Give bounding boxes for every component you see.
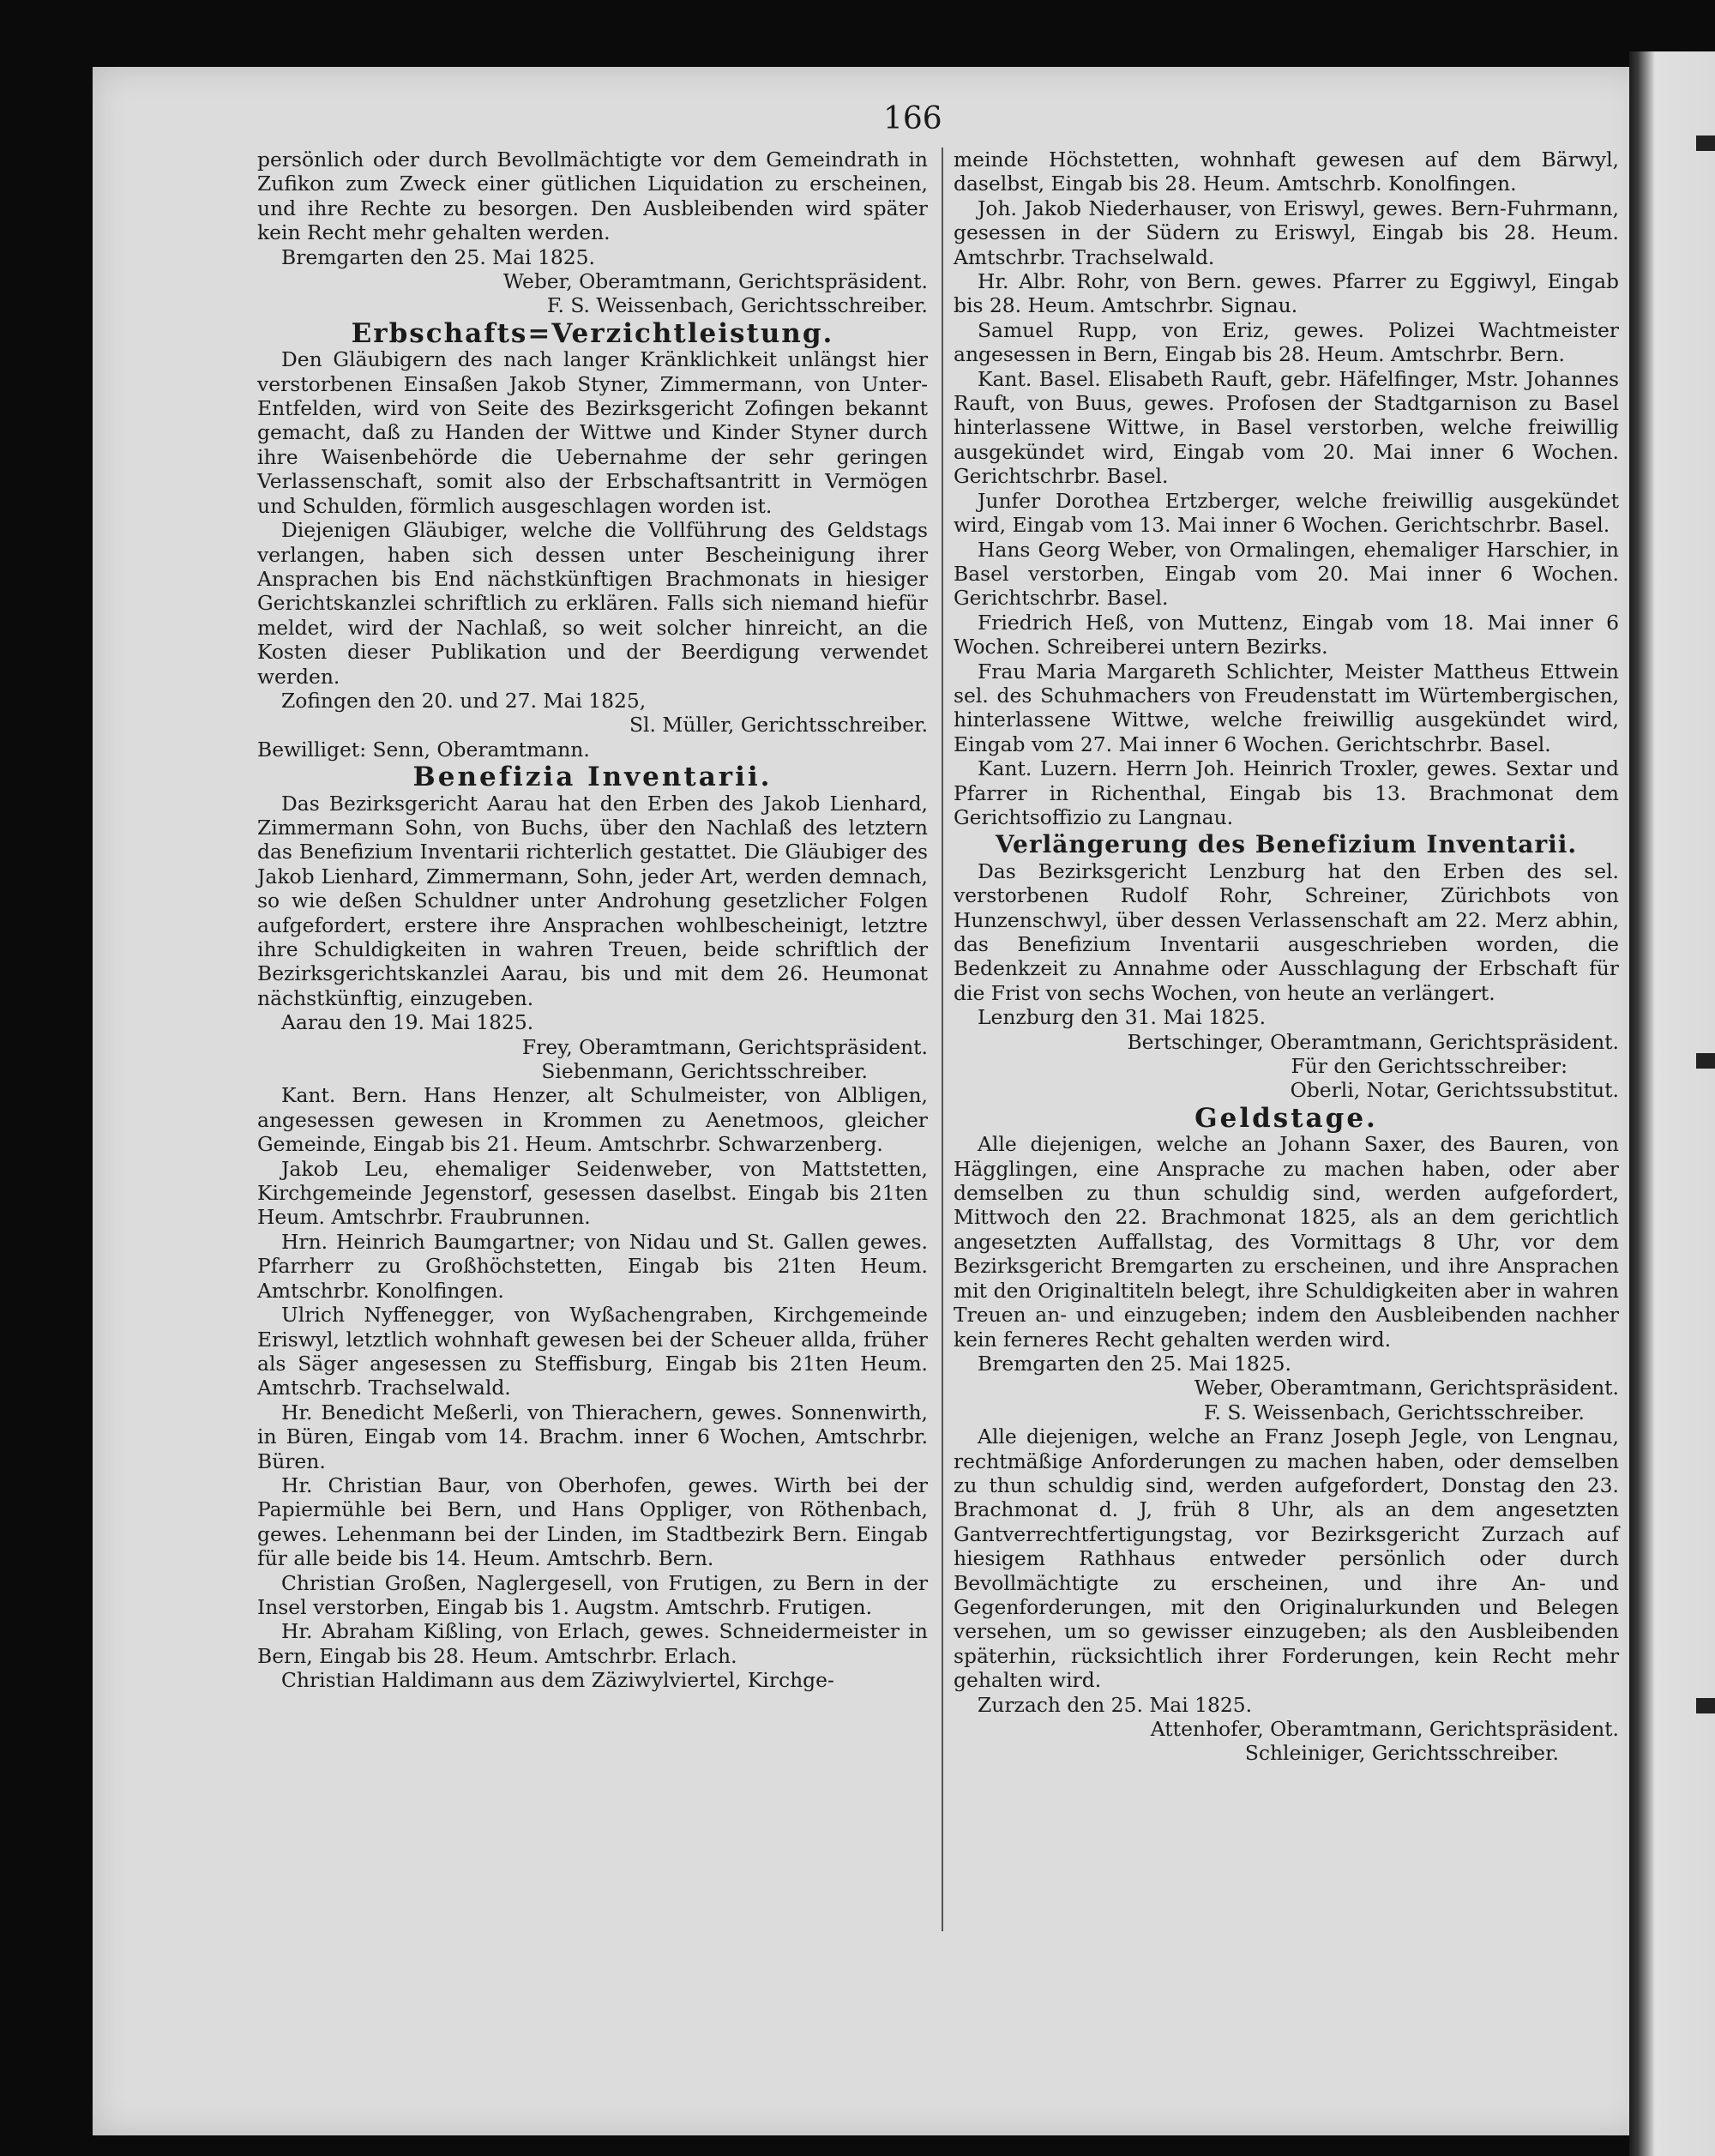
adjacent-page-mark xyxy=(1696,1698,1715,1713)
section-heading: Verlängerung des Benefizium Inventarii. xyxy=(995,830,1578,859)
right-column xyxy=(954,148,1619,1766)
notice-entry: Frau Maria Margareth Schlichter, Meister Mattheus Ettwein sel. des Schuhmachers von Freudenstatt im Würtembergischen, hinterlassene Wittwe, welche freiwillig ausgekündet wird, Eingab vom 27. Mai inner 6 Wochen. Gerichtschrbr. Basel. xyxy=(954,659,1619,756)
signature: Für den Gerichtsschreiber: xyxy=(1291,1054,1568,1079)
signature: Bertschinger, Oberamtmann, Gerichtspräsident. xyxy=(1127,1029,1619,1054)
notice-entry: Friedrich Heß, von Muttenz, Eingab vom 18. Mai inner 6 Wochen. Schreiberei untern Bezirks. xyxy=(954,610,1619,659)
paragraph: Alle diejenigen, welche an Franz Joseph Jegle, von Lengnau, rechtmäßige Anforderungen zu machen haben, oder demselben zu thun schuldig sind, werden aufgefordert, Donstag den 23. Brachmonat d. J, früh 8 Uhr, als an dem angesetzten Gantverrechtfertigungstag, vor Bezirksgericht Zurzach auf hiesigem Rathhaus entweder persönlich oder durch Bevollmächtigte zu erscheinen, und ihre An- und Gegenforderungen, mit den Originalurkunden und Belegen versehen, um so gewisser einzugeben; als den Ausbleibenden späterhin, rücksichtlich ihrer Forderungen, kein Recht mehr gehalten wird. xyxy=(954,1424,1619,1693)
section-heading: Erbschafts=Verzichtleistung. xyxy=(351,317,834,349)
page-number: 166 xyxy=(883,101,942,136)
dateline: Bremgarten den 25. Mai 1825. xyxy=(978,1351,1291,1376)
notice-entry: Hr. Christian Baur, von Oberhofen, gewes. Wirth bei der Papiermühle bei Bern, und Hans Oppliger, von Röthenbach, gewes. Lehenmann bei der Linden, im Stadtbezirk Bern. Eingab für alle beide bis 14. Heum. Amtschrb. Bern. xyxy=(257,1472,928,1571)
notice-entry: Hr. Abraham Kißling, von Erlach, gewes. Schneidermeister in Bern, Eingab bis 28. Heum. Amtschrbr. Erlach. xyxy=(257,1619,928,1668)
notice-entry: Hrn. Heinrich Baumgartner; von Nidau und St. Gallen gewes. Pfarrherr zu Großhöchstetten, Eingab bis 21ten Heum. Amtschrbr. Konolfingen. xyxy=(257,1229,928,1303)
signature: Sl. Müller, Gerichtsschreiber. xyxy=(629,713,928,738)
notice-entry: Kant. Luzern. Herrn Joh. Heinrich Troxler, gewes. Sextar und Pfarrer in Richenthal, Eingab bis 13. Brachmonat dem Gerichtsoffizio zu Langnau. xyxy=(954,756,1619,829)
signature: Oberli, Notar, Gerichtssubstitut. xyxy=(1290,1078,1619,1103)
notice-entry: Kant. Basel. Elisabeth Rauft, gebr. Häfelfinger, Mstr. Johannes Rauft, von Buus, gewes. Profosen der Stadtgarnison zu Basel hinterlassene Wittwe, in Basel verstorben, welche freiwillig ausgekündet wird, Eingab vom 20. Mai inner 6 Wochen. Gerichtschrbr. Basel. xyxy=(954,366,1619,489)
dateline: Zurzach den 25. Mai 1825. xyxy=(978,1692,1253,1717)
signature: Bewilliget: Senn, Oberamtmann. xyxy=(257,737,590,762)
dateline: Bremgarten den 25. Mai 1825. xyxy=(281,244,595,269)
notice-entry: Hans Georg Weber, von Ormalingen, ehemaliger Harschier, in Basel verstorben, Eingab vom 20. Mai inner 6 Wochen. Gerichtschrbr. Basel. xyxy=(954,537,1619,611)
adjacent-page-mark xyxy=(1696,1053,1715,1069)
paragraph: persönlich oder durch Bevollmächtigte vor dem Gemeindrath in Zufikon zum Zweck einer gütlichen Liquidation zu erscheinen, und ihre Rechte zu besorgen. Den Ausbleibenden wird später kein Recht mehr gehalten werden. xyxy=(257,148,928,245)
notice-entry: Ulrich Nyffenegger, von Wyßachengraben, Kirchgemeinde Eriswyl, letztlich wohnhaft gewesen bei der Scheuer allda, früher als Säger angesessen zu Steffisburg, Eingab bis 21ten Heum. Amtschrb. Trachselwald. xyxy=(257,1303,928,1400)
signature: F. S. Weissenbach, Gerichtsschreiber. xyxy=(1203,1400,1585,1424)
section-heading: Geldstage. xyxy=(1194,1102,1378,1134)
notice-entry: Hr. Albr. Rohr, von Bern. gewes. Pfarrer zu Eggiwyl, Eingab bis 28. Heum. Amtschrbr. Signau. xyxy=(954,269,1619,318)
signature: Siebenmann, Gerichtsschreiber. xyxy=(541,1059,868,1084)
signature: Weber, Oberamtmann, Gerichtspräsident. xyxy=(502,269,928,294)
column-divider xyxy=(942,148,943,1931)
paragraph: Diejenigen Gläubiger, welche die Vollführung des Geldstags verlangen, haben sich dessen unter Bescheinigung ihrer Ansprachen bis End nächstkünftigen Brachmonats in hiesiger Gerichtskanzlei schriftlich zu erklären. Falls sich niemand hiefür meldet, wird der Nachlaß, so weit solcher hinreicht, an die Kosten dieser Publikation und der Beerdigung verwendet werden. xyxy=(257,518,928,689)
page-fold-edge xyxy=(1629,51,1715,2156)
notice-entry: Christian Haldimann aus dem Zäziwylviertel, Kirchge- xyxy=(281,1668,834,1693)
notice-entry: Junfer Dorothea Ertzberger, welche freiwillig ausgekündet wird, Eingab vom 13. Mai inner 6 Wochen. Gerichtschrbr. Basel. xyxy=(954,488,1619,538)
paragraph: Alle diejenigen, welche an Johann Saxer, des Bauren, von Hägglingen, eine Ansprache zu machen haben, oder aber demselben zu thun schuldig sind, werden aufgefordert, Mittwoch den 22. Brachmonat 1825, als an dem gerichtlich angesetzten Auffallstag, des Vormittags 8 Uhr, vor dem Bezirksgericht Bremgarten zu erscheinen, und ihre Ansprachen mit den Originaltiteln belegt, ihre Schuldigkeiten aber in wahren Treuen an- und einzugeben; indem den Ausbleibenden nachher kein ferneres Recht gehalten werden wird. xyxy=(954,1132,1619,1352)
left-column xyxy=(257,148,928,1693)
signature: Attenhofer, Oberamtmann, Gerichtspräsident. xyxy=(1150,1717,1619,1741)
notice-entry: Christian Großen, Naglergesell, von Frutigen, zu Bern in der Insel verstorben, Eingab bis 1. Augstm. Amtschrb. Frutigen. xyxy=(257,1570,928,1619)
dateline: Zofingen den 20. und 27. Mai 1825, xyxy=(281,688,647,713)
adjacent-page-mark xyxy=(1696,136,1715,151)
section-heading: Benefizia Inventarii. xyxy=(412,762,773,793)
paragraph: Das Bezirksgericht Aarau hat den Erben des Jakob Lienhard, Zimmermann Sohn, von Buchs, über den Nachlaß des letztern das Benefizium Inventarii richterlich gestattet. Die Gläubiger des Jakob Lienhard, Zimmermann, Sohn, jeder Art, werden demnach, so wie deßen Schuldner unter Androhung gesetzlicher Folgen aufgefordert, erstere ihre Ansprachen wohlbescheinigt, letztre ihre Schuldigkeiten in wahren Treuen, beide schriftlich der Bezirksgerichtskanzlei Aarau, bis und mit dem 26. Heumonat nächstkünftig, einzugeben. xyxy=(257,791,928,1010)
paragraph: Den Gläubigern des nach langer Kränklichkeit unlängst hier verstorbenen Einsaßen Jakob Styner, Zimmermann, von Unter-Entfelden, wird von Seite des Bezirksgericht Zofingen bekannt gemacht, daß zu Handen der Wittwe und Kinder Styner durch ihre Waisenbehörde die Uebernahme der sehr geringen Verlassenschaft, somit also der Erbschaftsantritt in Vermögen und Schulden, förmlich ausgeschlagen worden ist. xyxy=(257,347,928,518)
notice-entry: Joh. Jakob Niederhauser, von Eriswyl, gewes. Bern-Fuhrmann, gesessen in der Südern zu Eriswyl, Eingab bis 28. Heum. Amtschrbr. Trachselwald. xyxy=(954,196,1619,269)
dateline: Aarau den 19. Mai 1825. xyxy=(281,1010,534,1035)
signature: Schleiniger, Gerichtsschreiber. xyxy=(1244,1741,1559,1766)
notice-entry: Hr. Benedicht Meßerli, von Thierachern, gewes. Sonnenwirth, in Büren, Eingab vom 14. Brachm. inner 6 Wochen, Amtschrbr. Büren. xyxy=(257,1400,928,1473)
signature: Weber, Oberamtmann, Gerichtspräsident. xyxy=(1194,1376,1619,1400)
notice-entry: meinde Höchstetten, wohnhaft gewesen auf dem Bärwyl, daselbst, Eingab bis 28. Heum. Amtschrb. Konolfingen. xyxy=(954,148,1619,196)
notice-entry: Kant. Bern. Hans Henzer, alt Schulmeister, von Albligen, angesessen gewesen in Krommen zu Aenetmoos, gleicher Gemeinde, Eingab bis 21. Heum. Amtschrbr. Schwarzenberg. xyxy=(257,1083,928,1157)
notice-entry: Samuel Rupp, von Eriz, gewes. Polizei Wachtmeister angesessen in Bern, Eingab bis 28. Heum. Amtschrbr. Bern. xyxy=(954,317,1619,367)
notice-entry: Jakob Leu, ehemaliger Seidenweber, von Mattstetten, Kirchgemeinde Jegenstorf, gesessen daselbst. Eingab bis 21ten Heum. Amtschrbr. Fraubrunnen. xyxy=(257,1156,928,1230)
dateline: Lenzburg den 31. Mai 1825. xyxy=(978,1005,1267,1030)
signature: Frey, Oberamtmann, Gerichtspräsident. xyxy=(521,1034,928,1059)
signature: F. S. Weissenbach, Gerichtsschreiber. xyxy=(546,293,928,318)
paragraph: Das Bezirksgericht Lenzburg hat den Erben des sel. verstorbenen Rudolf Rohr, Schreiner, Zürichbots von Hunzenschwyl, über dessen Verlassenschaft am 22. Merz abhin, das Benefizium Inventarii ausgeschrieben worden, die Bedenkzeit zu Annahme oder Ausschlagung der Erbschaft für die Frist von sechs Wochen, von heute an verlängert. xyxy=(954,858,1619,1005)
